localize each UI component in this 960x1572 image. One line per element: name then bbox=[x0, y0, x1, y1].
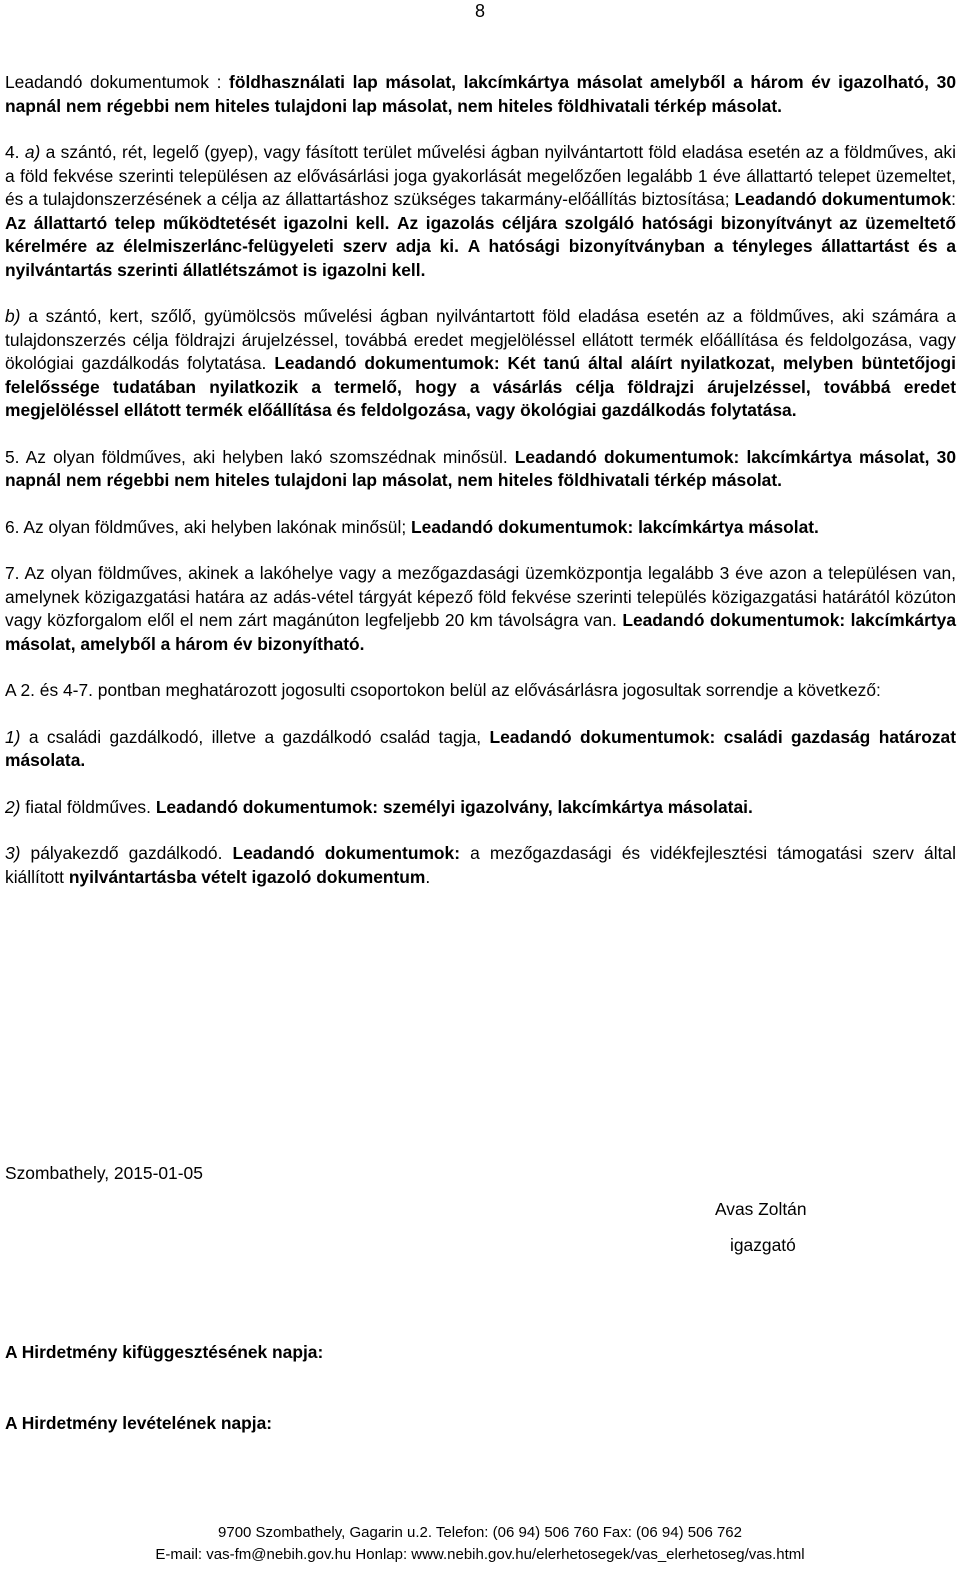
item-4b-marker: b) bbox=[5, 306, 21, 326]
order-3-bold-2: nyilvántartásba vételt igazoló dokumentum bbox=[68, 866, 426, 887]
order-2-paragraph bbox=[5, 796, 956, 820]
signer-name: Avas Zoltán bbox=[715, 1199, 807, 1219]
order-2-text: fiatal földműves. bbox=[20, 796, 151, 817]
item-5-bold: Leadandó dokumentumok: lakcímkártya másolat, 30 napnál nem régebbi nem hiteles tulajdoni lap másolat, nem hiteles földhivatali térkép másolat. bbox=[5, 446, 956, 490]
item-4-number: 4. bbox=[5, 142, 20, 162]
posting-date-label: A Hirdetmény kifüggesztésének napja: bbox=[5, 1342, 324, 1362]
footer-address: 9700 Szombathely, Gagarin u.2. Telefon: (06 94) 506 760 Fax: (06 94) 506 762 bbox=[218, 1524, 742, 1541]
item-7-bold: Leadandó dokumentumok: lakcímkártya másolat, amelyből a három év bizonyítható. bbox=[5, 610, 956, 654]
order-1-number: 1) bbox=[5, 726, 21, 747]
item-4a-bold-2: Az igazolás céljára szolgáló hatósági bizonyítványt az üzemeltető kérelmére az élelmiszerlánc-felügyeleti szerv adja ki. bbox=[5, 212, 956, 256]
order-2-bold: Leadandó dokumentumok: személyi igazolvány, lakcímkártya másolatai. bbox=[155, 796, 753, 817]
item-5-paragraph bbox=[5, 446, 956, 493]
item-4a-bold-1: Az állattartó telep működtetését igazolni kell. bbox=[5, 212, 390, 233]
item-4a-bold-3: A hatósági bizonyítványban a tényleges állattartást és a nyilvántartás szerinti állatlétszámot is igazolni kell. bbox=[5, 236, 956, 280]
order-2-number: 2) bbox=[5, 796, 21, 817]
item-6-paragraph bbox=[5, 516, 956, 540]
order-3-text-2: a mezőgazdasági és vidékfejlesztési támogatási szerv által kiállított bbox=[5, 843, 956, 887]
document-body bbox=[5, 71, 956, 889]
docs-intro-text: földhasználati lap másolat, lakcímkártya másolat amelyből a három év igazolható, 30 napnál nem régebbi nem hiteles tulajdoni lap másolat, nem hiteles földhivatali térkép másolat. bbox=[5, 72, 956, 116]
item-4a-text: a szántó, rét, legelő (gyep), vagy fásított terület művelési ágban nyilvántartott föld eladása esetén az a földműves, aki a föld fekvése szerinti településen az elővásárlási joga gyakorlását megelőzően legalább 1 éve állattartó telepet üzemeltet, és a tulajdonszerzésének a célja az állattartáshoz szükséges takarmány-előállítás biztosítása; bbox=[5, 142, 956, 209]
page-number: 8 bbox=[474, 1, 485, 21]
order-1-text: a családi gazdálkodó, illetve a gazdálkodó család tagja, bbox=[20, 726, 482, 747]
footer-contact: E-mail: vas-fm@nebih.gov.hu Honlap: www.nebih.gov.hu/elerhetosegek/vas_elerhetoseg/vas.html bbox=[155, 1546, 805, 1563]
item-4a-colon: : bbox=[951, 189, 956, 209]
order-3-paragraph bbox=[5, 842, 956, 889]
order-3-text: pályakezdő gazdálkodó. bbox=[20, 843, 223, 863]
item-4a-paragraph bbox=[5, 141, 956, 282]
place-date: Szombathely, 2015-01-05 bbox=[5, 1163, 203, 1183]
item-7-paragraph bbox=[5, 562, 956, 656]
order-3-end: . bbox=[425, 866, 431, 887]
item-4b-paragraph bbox=[5, 305, 956, 423]
docs-intro-lead: Leadandó dokumentumok : bbox=[5, 72, 222, 92]
docs-intro-paragraph bbox=[5, 71, 956, 118]
removal-date-label: A Hirdetmény levételének napja: bbox=[5, 1413, 273, 1433]
signer-title: igazgató bbox=[730, 1235, 796, 1255]
item-4b-bold: Leadandó dokumentumok: Két tanú által aláírt nyilatkozat, melyben büntetőjogi felelőssége tudatában nyilatkozik a termelő, hogy a vásárlás célja földrajzi árujelzéssel, továbbá eredet megjelöléssel ellátott termék előállítása és feldolgozása, vagy ökológiai gazdálkodás folytatása. bbox=[5, 353, 956, 420]
item-6-text: 6. Az olyan földműves, aki helyben lakónak minősül; bbox=[5, 516, 407, 537]
item-7-text: 7. Az olyan földműves, akinek a lakóhelye vagy a mezőgazdasági üzemközpontja legalább 3 éve azon a településen van, amelynek közigazgatási határa az adás-vétel tárgyát képező föld fekvése szerinti település közigazgatási határától közúton vagy közforgalom elől el nem zárt magánúton legfeljebb 20 km távolságra van. bbox=[5, 563, 956, 630]
order-1-paragraph bbox=[5, 726, 956, 773]
item-4b-text: a szántó, kert, szőlő, gyümölcsös művelési ágban nyilvántartott föld eladása esetén az a földműves, aki számára a tulajdonszerzés célja földrajzi árujelzéssel, továbbá eredet megjelöléssel ellátott termék előállítása és feldolgozása, vagy ökológiai gazdálkodás folytatása. bbox=[5, 306, 956, 373]
item-4a-marker: a) bbox=[24, 142, 41, 162]
order-intro-paragraph: A 2. és 4-7. pontban meghatározott jogosulti csoportokon belül az elővásárlásra jogosultak sorrendje a következő: bbox=[5, 680, 881, 700]
item-4a-docs-label: Leadandó dokumentumok bbox=[734, 189, 952, 209]
order-3-bold-1: Leadandó dokumentumok: bbox=[232, 843, 460, 863]
order-3-number: 3) bbox=[5, 843, 21, 863]
item-6-bold: Leadandó dokumentumok: lakcímkártya másolat. bbox=[411, 516, 819, 537]
order-1-bold: Leadandó dokumentumok: családi gazdaság határozat másolata. bbox=[5, 726, 957, 770]
item-5-text: 5. Az olyan földműves, aki helyben lakó szomszédnak minősül. bbox=[5, 446, 508, 467]
